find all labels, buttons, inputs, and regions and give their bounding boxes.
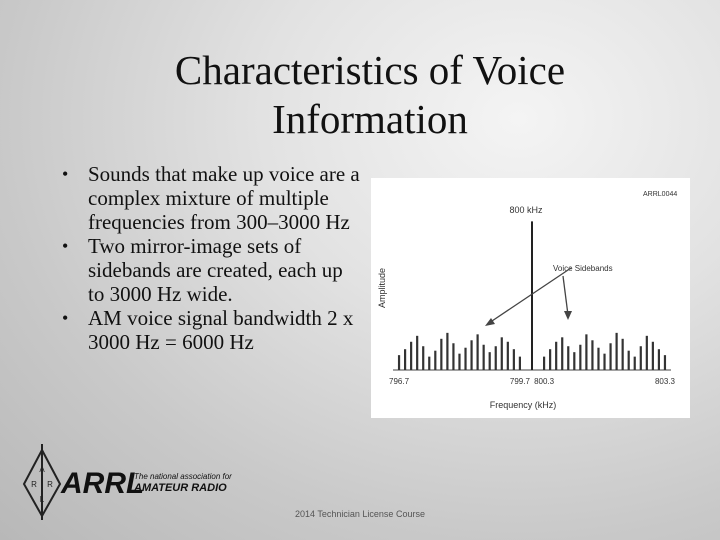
tick-label: 796.7 [389, 377, 410, 386]
slide-footer: 2014 Technician License Course [295, 509, 425, 519]
emblem-letter: A [39, 465, 45, 474]
arrl-tagline-bold: AMATEUR RADIO [134, 482, 227, 494]
bullet-text: AM voice signal bandwidth 2 x 3000 Hz = 6000 Hz [88, 306, 354, 354]
arrow-left-line [489, 268, 571, 323]
emblem-letter: L [39, 495, 45, 504]
arrow-right-line [563, 276, 568, 315]
bullet-item [62, 306, 362, 354]
arrl-tagline: The national association for [134, 472, 232, 481]
bullet-glyph: • [62, 236, 69, 256]
title-line-1: Characteristics of Voice [174, 47, 566, 93]
arrl-logo [20, 442, 270, 522]
bullet-text: Two mirror-image sets of sidebands are created, each up to 3000 Hz wide. [88, 234, 343, 306]
bullet-glyph: • [62, 164, 69, 184]
spectrum-figure [371, 178, 690, 418]
sideband-arrows [485, 268, 572, 326]
y-axis-label: Amplitude [377, 267, 387, 309]
tick-label: 800.3 [534, 377, 555, 386]
emblem-letter: R [47, 480, 53, 489]
tick-label: 803.3 [654, 377, 675, 386]
bullet-item [62, 234, 362, 306]
bullet-glyph: • [62, 308, 69, 328]
bullet-item [62, 162, 362, 234]
sideband-label: Voice Sidebands [553, 264, 613, 273]
bullet-text: Sounds that make up voice are a complex mixture of multiple frequencies from 300–3000 Hz [88, 162, 360, 234]
title-line-2: Information [272, 96, 468, 142]
emblem-letter: R [31, 480, 37, 489]
spectrum-chart [371, 178, 690, 418]
x-axis-label: Frequency (kHz) [489, 400, 557, 410]
slide-title [100, 46, 640, 144]
tick-label: 799.7 [509, 377, 530, 386]
arrow-right-head [564, 311, 572, 320]
figure-id-label: ARRL0044 [643, 191, 678, 198]
spectrum-bars [399, 221, 665, 370]
arrl-diamond-emblem [20, 442, 64, 522]
tick-labels [389, 377, 675, 386]
arrl-wordmark: ARRL [61, 467, 145, 500]
bullet-list [62, 162, 362, 354]
carrier-label: 800 kHz [509, 205, 543, 215]
